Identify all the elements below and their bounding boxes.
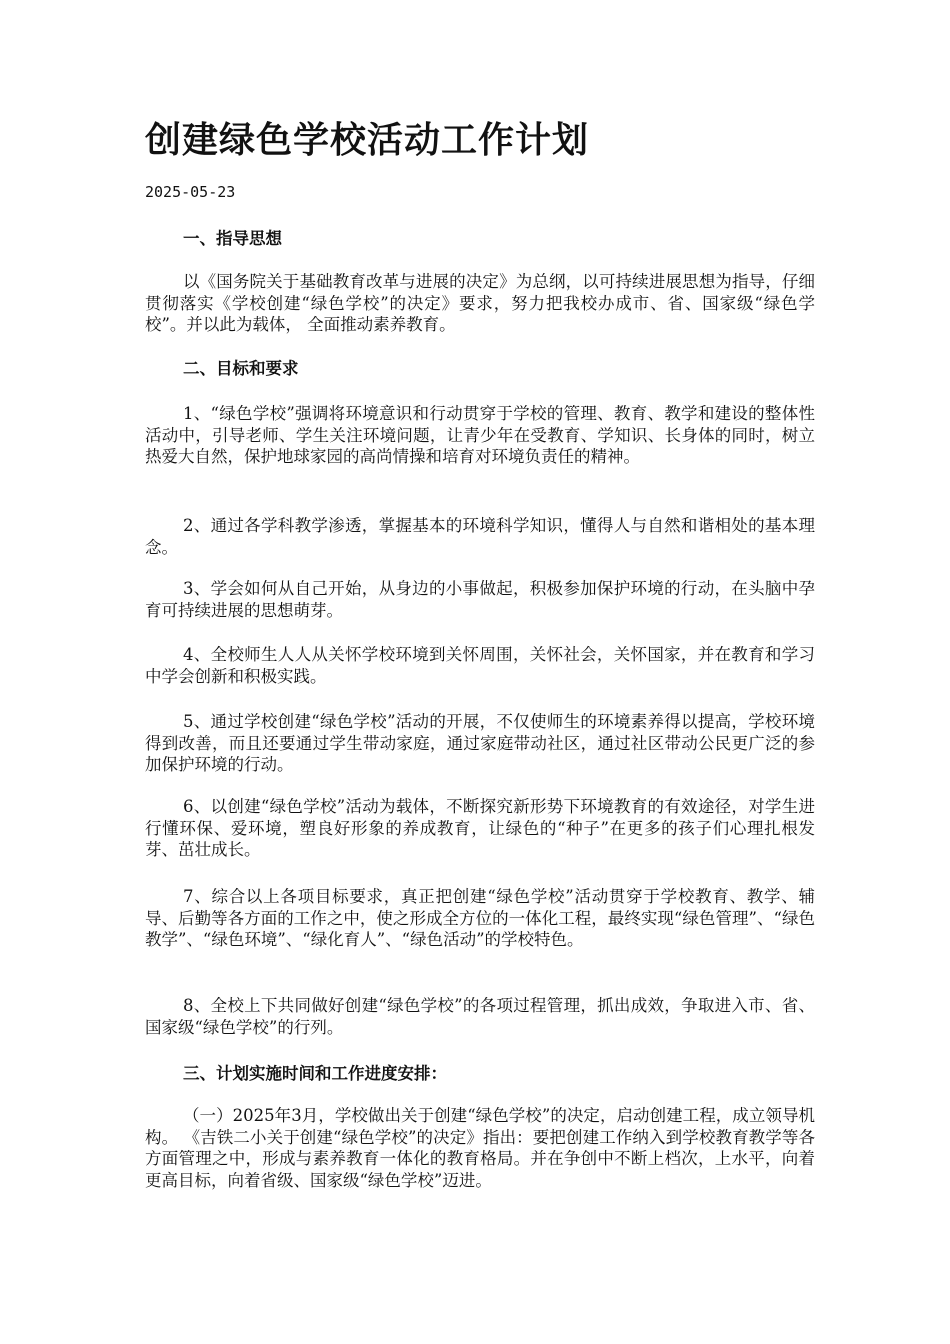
section-heading-goals: 二、目标和要求 bbox=[183, 359, 299, 378]
section-heading-schedule: 三、计划实施时间和工作进度安排： bbox=[183, 1064, 447, 1083]
goal-item-7: 7、综合以上各项目标要求，真正把创建“绿色学校”活动贯穿于学校教育、教学、辅导、后勤等各方面的工作之中，使之形成全方位的一体化工程，最终实现“绿色管理”、“绿色教学”、“绿色环境”、“绿化育人”、“绿色活动”的学校特色。 bbox=[145, 887, 815, 949]
goal-item-4: 4、全校师生人人从关怀学校环境到关怀周围，关怀社会，关怀国家，并在教育和学习中学会创新和积极实践。 bbox=[145, 645, 815, 686]
section-heading-guiding-ideology: 一、指导思想 bbox=[183, 229, 282, 248]
goal-item-2: 2、通过各学科教学渗透，掌握基本的环境科学知识，懂得人与自然和谐相处的基本理念。 bbox=[145, 516, 815, 557]
goal-item-5: 5、通过学校创建“绿色学校”活动的开展，不仅使师生的环境素养得以提高，学校环境得到改善，而且还要通过学生带动家庭，通过家庭带动社区，通过社区带动公民更广泛的参加保护环境的行动。 bbox=[145, 712, 815, 774]
goal-item-3: 3、学会如何从自己开始，从身边的小事做起，积极参加保护环境的行动，在头脑中孕育可持续进展的思想萌芽。 bbox=[145, 579, 815, 620]
goal-item-8: 8、全校上下共同做好创建“绿色学校”的各项过程管理，抓出成效，争取进入市、省、国家级“绿色学校”的行列。 bbox=[145, 996, 815, 1037]
paragraph-guiding-ideology: 以《国务院关于基础教育改革与进展的决定》为总纲，以可持续进展思想为指导，仔细贯彻落实《学校创建“绿色学校”的决定》要求，努力把我校办成市、省、国家级“绿色学校”。并以此为载体， 全面推动素养教育。 bbox=[145, 272, 815, 334]
document-title: 创建绿色学校活动工作计划 bbox=[145, 120, 590, 161]
paragraph-schedule-phase-1: （一）2025年3月，学校做出关于创建“绿色学校”的决定，启动创建工程，成立领导机构。 《吉铁二小关于创建“绿色学校”的决定》指出：要把创建工作纳入到学校教育教学等各方面管理之中，形成与素养教育一体化的教育格局。并在争创中不断上档次，上水平，向着更高目标，向着省级、国家级“绿色学校”迈进。 bbox=[145, 1106, 815, 1190]
publish-date: 2025-05-23 bbox=[145, 183, 236, 201]
goal-item-6: 6、以创建“绿色学校”活动为载体，不断探究新形势下环境教育的有效途径，对学生进行懂环保、爱环境，塑良好形象的养成教育，让绿色的“种子”在更多的孩子们心理扎根发芽、茁壮成长。 bbox=[145, 797, 815, 859]
goal-item-1: 1、“绿色学校”强调将环境意识和行动贯穿于学校的管理、教育、教学和建设的整体性活动中，引导老师、学生关注环境问题，让青少年在受教育、学知识、长身体的同时，树立热爱大自然，保护地球家园的高尚情操和培育对环境负责任的精神。 bbox=[145, 404, 815, 466]
